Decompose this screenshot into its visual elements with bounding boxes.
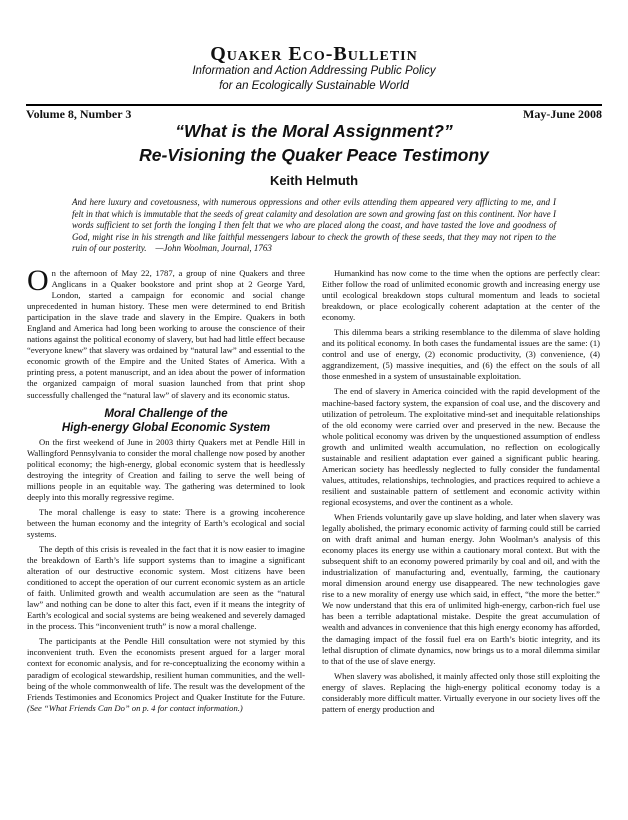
paragraph: On the first weekend of June in 2003 thirty Quakers met at Pendle Hill in Wallingford Pennsylvania to consider the moral challenge now posed by another political economy; the high-energy, global economic system that is heedlessly destroying the integrity of Creation and failing to serve the well being of millions people in an equitable way. The gathering was determined to look deeply into this morally regressive regime.: [27, 436, 305, 502]
paragraph: [27, 268, 305, 401]
paragraph: This dilemma bears a striking resemblance to the dilemma of slave holding and its political economy. In both cases the fundamental issues are the same: (1) control and use of energy, (2) economic productivity, (3) convenience, (4) aggrandizement, (5) massive inequities, and (6) the effect on the souls of all those enmeshed in a system of unsustainable exploitation.: [322, 327, 600, 382]
cross-reference: (See “What Friends Can Do” on p. 4 for contact information.): [27, 702, 243, 713]
paragraph: When Friends voluntarily gave up slave holding, and later when slavery was legally abolished, the primary economic activity of farming could still be carried on with draft animal and human energy. John Woolman’s analysis of this economy places its energy use within a cautionary moral context. But with the subsequent shift to an economy powered primarily by coal and oil, and with the industrialization of manufacturing and, eventually, farming, the cautionary moral dimension around energy use disappeared. The new technologies gave rise to a new morality of energy use which said, in effect, “the more the better.” We now understand that this era of unlimited high-energy, carbon-rich fuel use has been a terrible adaptational mistake. Despite the great accumulation of wealth and advances in convenience that this high energy economy has afforded, the damaging impact of the fossil fuel era on Earth’s biotic integrity, and its lethal disruption of climate dynamics, now brings us to a moral dilemma similar to that of the use of slave energy.: [322, 511, 600, 666]
masthead-subtitle-line1: Information and Action Addressing Public Policy: [192, 65, 436, 77]
masthead-title: Quaker Eco-Bulletin: [210, 43, 418, 65]
masthead: [0, 44, 628, 94]
epigraph-attribution: —John Woolman, Journal, 1763: [155, 243, 272, 254]
paragraph: The end of slavery in America coincided with the rapid development of the machine-based factory system, the expansion of coal use, and the discovery and utilization of petroleum. The exploitative mind-set and inequitable relationships of the old economy were carried over and preserved in the new. Because the whole political economy was driven by the unquestioned assumption of endless growth and unlimited wealth accumulation, no reflection on ecologically sustainable and resilient adaptation ever gained a significant public hearing. American society has heedlessly neglected to fully consider the fundamental values, attitudes, relationships, technologies, and practices required to achieve a resilient and sustainable pattern of settlement and economic activity within regional ecosystems, and over the continent as a whole.: [322, 386, 600, 507]
paragraph: When slavery was abolished, it mainly affected only those still exploiting the energy of slaves. Replacing the high-energy political economy today is a considerably more difficult matter. Virtually everyone in our society lives off the pattern of energy production and: [322, 670, 600, 714]
article-title-line2: Re-Visioning the Quaker Peace Testimony: [139, 145, 489, 165]
article-title: [0, 119, 628, 167]
paragraph-text: The participants at the Pendle Hill consultation were not stymied by this inconvenient truth. Even the economists present argued for a larger moral context for economic analysis, and for re-conceptualizing the economy within a paradigm of ecological stewardship, resilient human communities, and the well-being of the whole commonwealth of life. The result was the development of the Friends Testimonies and Economics Project and Quaker Institute for the Future.: [27, 636, 305, 702]
paragraph: The depth of this crisis is revealed in the fact that it is now easier to imagine the breakdown of Earth’s life support systems than to imagine a significant alteration of our destructive economic system. Most citizens have been conditioned to accept the operation of our current economic system as an article of faith. Unlimited growth and wealth accumulation are seen as the “natural law” and nothing can be done to alter this fact, even if it means the integrity of Earth’s ecological and social systems are being weakened and severely damaged in the process. This “inconvenient truth” is now a moral challenge.: [27, 543, 305, 632]
issue-date: May-June 2008: [523, 107, 602, 121]
paragraph: The moral challenge is easy to state: There is a growing incoherence between the human economy and the integrity of Earth’s ecological and social systems.: [27, 506, 305, 539]
right-column: [322, 268, 600, 816]
section-subhead: [27, 407, 305, 435]
epigraph-text: And here luxury and covetousness, with numerous oppressions and other evils attending them appeared very afflicting to me, and I felt in that which is immutable that the seeds of great calamity and desolation are sown and growing fast on this continent. Nor have I words sufficient to set forth the longing I then felt that we who are placed along the coast, and have tasted the love and goodness of God, might rise in his strength and like faithful messengers labour to check the growth of these seeds, that they may not ripen to the ruin of our posterity.: [72, 197, 556, 254]
paragraph: Humankind has now come to the time when the options are perfectly clear: Either follow the road of unlimited economic growth and increasing energy use until ecological breakdown stops cultural momentum and leads to societal breakdown, or place ecologically coherent adaptation at the center of the economy.: [322, 268, 600, 323]
subhead-line1: Moral Challenge of the: [104, 407, 228, 420]
paragraph-text: n the afternoon of May 22, 1787, a group of nine Quakers and three Anglicans in a Quaker bookstore and print shop at 2 George Yard, London, started a campaign for economic and social change unprecedented in human history. These men were determined to end British participation in the slave trade and slavery in the Empire. Quakers in both England and America had long been working to arouse the conscience of their nations against the political economy of slavery, but had had little effect because “everyone knew” that slavery was ordained by “natural law” and essential to the economic growth of the Empire and the United States of America. With a printing press, a potent manuscript, and an idea about the power of information the organized campaign of moral suasion launched from that print shop successfully challenged the “natural law” of slavery and its economic status.: [27, 268, 305, 400]
article-author: Keith Helmuth: [269, 173, 359, 188]
masthead-subtitle-line2: for an Ecologically Sustainable World: [219, 80, 409, 92]
left-column: [27, 268, 305, 816]
article-title-line1: “What is the Moral Assignment?”: [175, 121, 453, 141]
paragraph: [27, 636, 305, 713]
drop-cap: O: [27, 268, 49, 297]
issue-volume: Volume 8, Number 3: [26, 107, 132, 121]
subhead-line2: High-energy Global Economic System: [61, 421, 271, 434]
epigraph: [72, 197, 556, 255]
